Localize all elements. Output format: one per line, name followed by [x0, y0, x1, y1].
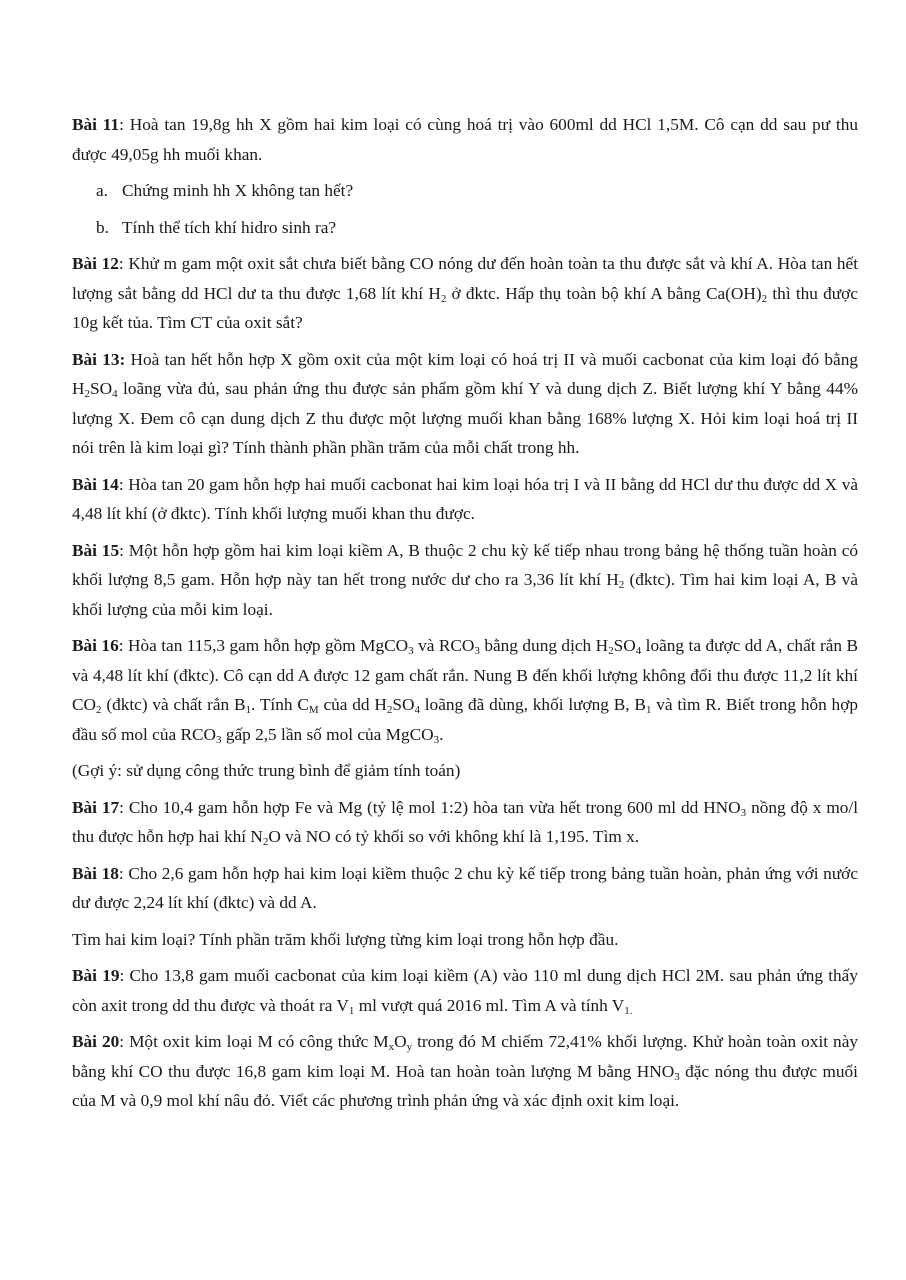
problem-15: Bài 15: Một hỗn hợp gồm hai kim loại kiềm A, B thuộc 2 chu kỳ kế tiếp nhau trong bảng hệ thống tuần hoàn có khối lượng 8,5 gam. Hỗn hợp này tan hết trong nước dư cho ra 3,36 lít khí $H_2$ (đktc). Tìm hai kim loại A, B và khối lượng của mỗi kim loại. — [72, 540, 859, 619]
problem-18: Bài 18: Cho 2,6 gam hỗn hợp hai kim loại kiềm thuộc 2 chu kỳ kế tiếp trong bảng tuần hoàn, phản ứng với nước dư được 2,24 lít khí (đktc) và dd A. — [72, 863, 858, 912]
sub-question-b: b. Tính thể tích khí hidro sinh ra? — [96, 217, 337, 237]
problem-label: Bài 14 — [72, 474, 119, 494]
problem-label: Bài 12 — [72, 254, 119, 273]
problem-19: Bài 19: Cho 13,8 gam muối cacbonat của kim loại kiềm (A) vào 110 ml dung dịch HCl 2M. sau phản ứng thấy còn axit trong dd thu được và thoát ra $V_1$ ml vượt quá 2016 ml. Tìm A và tính $V_{1.}$ — [72, 966, 858, 1017]
hint-text: (Gợi ý: sử dụng công thức trung bình để giảm tính toán) — [72, 761, 461, 780]
problem-18-question: Tìm hai kim loại? Tính phần trăm khối lượng từng kim loại trong hỗn hợp đầu. — [72, 929, 619, 949]
problem-label: Bài 11 — [72, 115, 120, 134]
problem-17: Bài 17: Cho 10,4 gam hỗn hợp Fe và Mg (tỷ lệ mol 1:2) hòa tan vừa hết trong 600 ml dd $HNO_3$ nồng độ x mo/l thu được hỗn hợp hai khí $N_2O$ và NO có tỷ khối so với không khí là 1,195. Tìm x. — [72, 797, 859, 848]
problem-16: Bài 16: Hòa tan 115,3 gam hỗn hợp gồm MgCO$_3$ và $RCO_3$ bằng dung dịch $H_2SO_4$ loãng ta được dd A, chất rắn B và 4,48 lít khí (đktc). Cô cạn dd A được 12 gam chất rắn. Nung B đến khối lượng không đổi thu được 11,2 lít khí $CO_2$ (đktc) và chất rắn $B_1$. Tính $C_M$ của dd $H_2SO_4$ loãng đã dùng, khối lượng B, $B_1$ và tìm R. Biết trong hỗn hợp đầu số mol của $RCO_3$ gấp 2,5 lần số mol của MgCO$_3$. — [72, 636, 859, 746]
problem-label: Bài 16 — [72, 636, 119, 655]
problem-13: Bài 13: Hoà tan hết hỗn hợp X gồm oxit của một kim loại có hoá trị II và muối cacbonat của kim loại đó bằng $H_2SO_4$ loãng vừa đủ, sau phản ứng thu được sản phẩm gồm khí Y và dung dịch Z. Biết lượng khí Y bằng 44% lượng X. Đem cô cạn dung dịch Z thu được một lượng muối khan bằng 168% lượng X. Hỏi kim loại hoá trị II nói trên là kim loại gì? Tính thành phần phần trăm của mỗi chất trong hh. — [72, 349, 858, 457]
problem-label: Bài 18 — [72, 863, 119, 883]
problem-label: Bài 17 — [72, 797, 120, 817]
problem-12: Bài 12: Khử m gam một oxit sắt chưa biết bằng CO nóng dư đến hoàn toàn ta thu được sắt và khí A. Hòa tan hết lượng sắt bằng dd HCl dư ta thu được 1,68 lít khí $H_2$ ở đktc. Hấp thụ toàn bộ khí A bằng $Ca(OH)_2$ thì thu được 10g kết tủa. Tìm CT của oxit sắt? — [72, 254, 858, 332]
problem-20: Bài 20: Một oxit kim loại M có công thức $M_xO_y$ trong đó M chiếm 72,41% khối lượng. Khử hoàn toàn oxit này bằng khí CO thu được 16,8 gam kim loại M. Hoà tan hoàn toàn lượng M bằng $HNO_3$ đặc nóng thu được muối của M và 0,9 mol khí nâu đỏ. Viết các phương trình phản ứng và xác định oxit kim loại. — [72, 1032, 858, 1110]
problem-label: Bài 20 — [72, 1032, 120, 1051]
document-page — [72, 110, 858, 1123]
problem-11: Bài 11: Hoà tan 19,8g hh X gồm hai kim loại có cùng hoá trị vào 600ml dd HCl 1,5M. Cô cạn dd sau pư thu được 49,05g hh muối khan. — [72, 115, 858, 164]
problem-text: Hoà tan 19,8g hh X gồm hai kim loại có cùng hoá trị vào 600ml dd HCl 1,5M. Cô cạn dd sau pư thu được 49,05g hh muối khan. — [72, 115, 858, 164]
problem-label: Bài 15 — [72, 540, 120, 560]
problem-14: Bài 14: Hòa tan 20 gam hỗn hợp hai muối cacbonat hai kim loại hóa trị I và II bằng dd HCl dư thu được dd X và 4,48 lít khí (ở đktc). Tính khối lượng muối khan thu được. — [72, 474, 858, 523]
problem-label: Bài 19 — [72, 966, 120, 985]
problem-label: Bài 13: — [72, 349, 126, 369]
sub-question-a: a. Chứng minh hh X không tan hết? — [96, 181, 354, 200]
